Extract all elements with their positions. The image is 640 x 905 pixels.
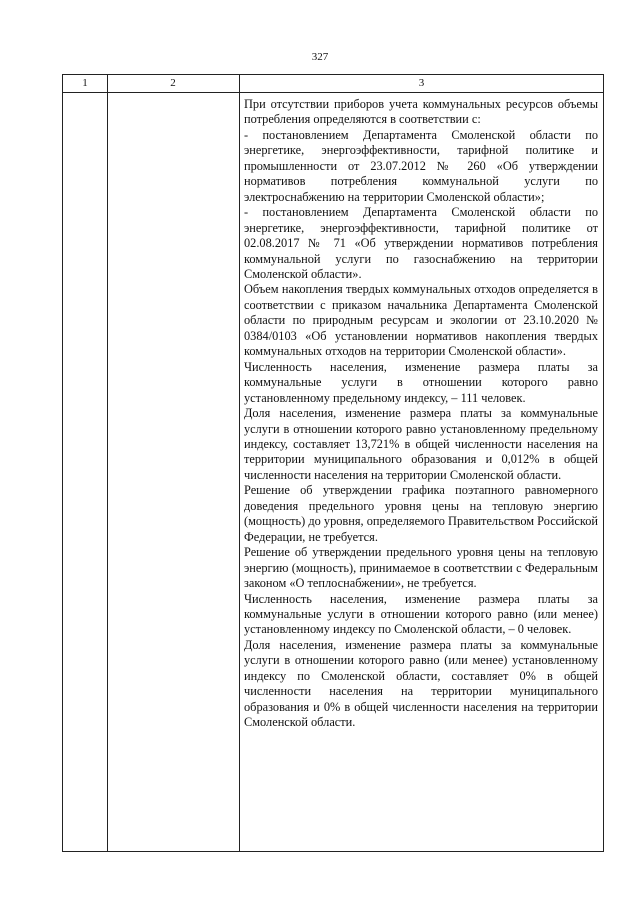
paragraph: Решение об утверждении графика поэтапного равномерного доведения предельного уровня цены на тепловую энергию (мощность) до уровня, определяемого Правительством Российской Федерации, не требуется. [244,483,599,544]
paragraph: - постановлением Департамента Смоленской области по энергетике, энергоэффективности, тарифной политике и промышленности от 23.07.2012 № 260 «Об утверждении нормативов потребления коммунальной услуги по электроснабжению на территории Смоленской области»; [244,127,598,204]
paragraph: Численность населения, изменение размера платы за коммунальные услуги в отношении которого равно установленному предельному индексу, – 111 человек. [244,359,598,405]
column-divider [239,75,240,851]
paragraph: Объем накопления твердых коммунальных отходов определяется в соответствии с приказом начальника Департамента Смоленской области по природным ресурсам и экологии от 23.10.2020 № 0384/0103 «Об установлении нормативов накопления твердых коммунальных отходов на территории Смоленской области». [244,282,598,359]
column-divider [107,75,108,851]
page-number: 327 [311,51,329,63]
table-header-row [63,75,603,93]
column-3-cell-text [244,97,598,731]
column-header-3: 3 [418,77,425,89]
paragraph: - постановлением Департамента Смоленской области по энергетике, энергоэффективности, тарифной политике от 02.08.2017 № 71 «Об утверждении нормативов потребления коммунальной услуги по газоснабжению на территории Смоленской области». [244,205,598,281]
paragraph: Решение об утверждении предельного уровня цены на тепловую энергию (мощность), принимаемое в соответствии с Федеральным законом «О теплоснабжении», не требуется. [244,545,598,591]
document-table [62,74,604,852]
column-header-1: 1 [82,77,88,89]
paragraph: Численность населения, изменение размера платы за коммунальные услуги в отношении которого равно (или менее) установленному индексу по Смоленской области, – 0 человек. [244,591,598,637]
column-header-2: 2 [170,77,176,89]
paragraph: Доля населения, изменение размера платы за коммунальные услуги в отношении которого равно установленному предельному индексу, составляет 13,721% в общей численности населения на территории муниципального образования и 0,012% в общей численности населения на территории Смоленской области. [244,406,598,482]
paragraph: Доля населения, изменение размера платы за коммунальные услуги в отношении которого равно (или менее) установленному индексу по Смоленской области, составляет 0% в общей численности населения на территории муниципального образования и 0% в общей численности населения на территории Смоленской области. [244,637,598,730]
paragraph: При отсутствии приборов учета коммунальных ресурсов объемы потребления определяются в соответствии с: [244,97,598,127]
